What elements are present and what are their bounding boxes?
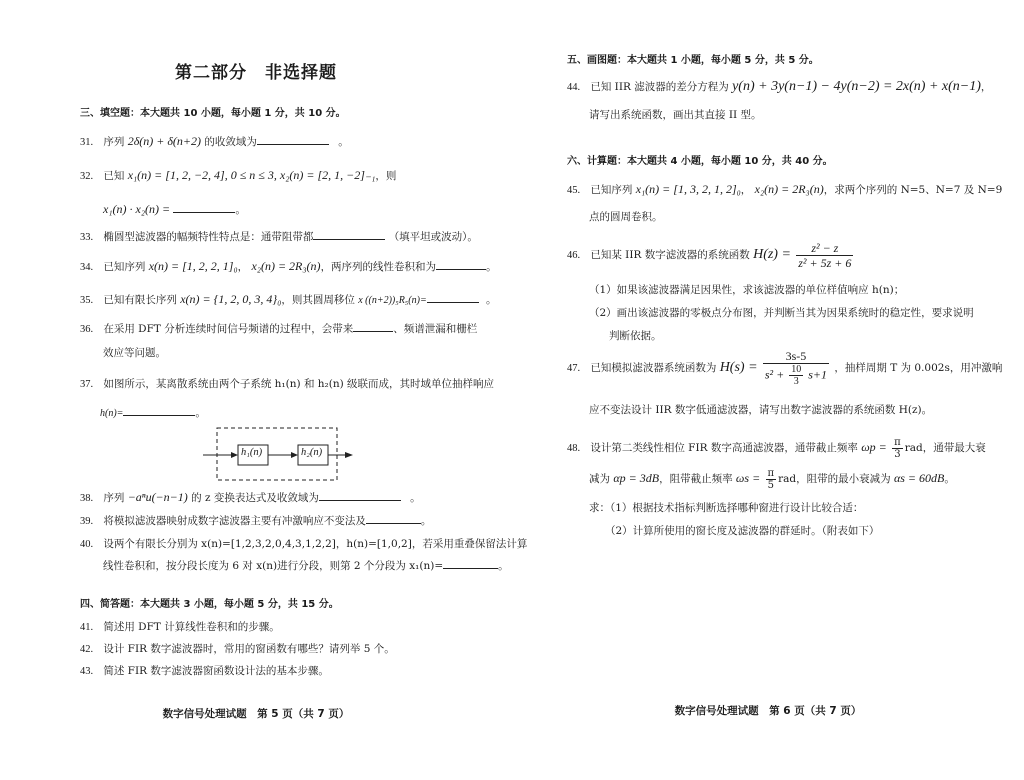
unit-label: rad	[904, 442, 923, 454]
question-number: 34.	[80, 262, 94, 273]
question-45	[567, 182, 1002, 198]
punctuation: 。	[338, 136, 349, 148]
math-expression: y(n) + 3y(n−1) − 4y(n−2) = 2x(n) + x(n−1)	[732, 79, 981, 94]
omega-p-fraction	[892, 437, 903, 460]
math-expression: x₁(n) = [1, 3, 2, 1, 2]₀	[635, 182, 741, 196]
question-number: 42.	[80, 644, 94, 655]
transfer-function-fraction	[763, 349, 829, 387]
question-32	[80, 168, 396, 184]
question-text: 已知某 IIR 数字滤波器的系统函数	[590, 249, 750, 261]
fraction-denominator: z² + 5z + 6	[798, 255, 852, 270]
math-expression: s² +	[764, 367, 785, 382]
question-text: 的 z 变换表达式及收敛域为	[191, 492, 319, 504]
nested-fraction	[789, 364, 803, 387]
part-label: 第二部分	[175, 63, 247, 83]
answer-blank[interactable]	[443, 559, 498, 569]
section-6-heading: 六、计算题：本大题共 4 小题，每小题 10 分，共 40 分。	[567, 156, 833, 167]
page-footer: 数字信号处理试题 第 5 页（共 7 页）	[162, 708, 350, 720]
question-text: 减为	[589, 473, 610, 485]
fraction-denominator: 3	[894, 448, 901, 460]
section-4-heading: 四、简答题：本大题共 3 小题，每小题 5 分，共 15 分。	[80, 599, 339, 610]
question-38	[80, 490, 421, 506]
answer-blank[interactable]	[366, 514, 421, 524]
punctuation: ，	[740, 184, 752, 196]
question-34	[80, 259, 497, 275]
question-40-line2	[103, 559, 509, 573]
punctuation: 。	[420, 515, 432, 527]
question-number: 44.	[567, 82, 581, 93]
question-number: 46.	[567, 250, 581, 261]
question-text: 线性卷积和，按分段长度为 6 对 x(n)进行分段，则第 2 个分段为 x₁(n)=	[103, 560, 444, 572]
question-33	[80, 230, 478, 245]
fraction-denominator	[763, 364, 829, 387]
question-37	[80, 377, 494, 392]
answer-blank[interactable]	[436, 260, 486, 270]
question-text: 的收敛域为	[204, 136, 257, 148]
question-32-line2	[103, 202, 246, 217]
transfer-function-fraction	[796, 241, 853, 270]
question-48-part2: （2）计算所使用的窗长度及滤波器的群延时。（附表如下）	[605, 525, 880, 537]
answer-blank[interactable]	[313, 230, 385, 240]
section-5-heading: 五、画图题：本大题共 1 小题，每小题 5 分，共 5 分。	[567, 55, 819, 66]
question-text: 简述 FIR 数字滤波器窗函数设计法的基本步骤。	[103, 665, 329, 677]
punctuation: 。	[410, 492, 421, 504]
punctuation: 。	[944, 473, 955, 485]
question-number: 35.	[80, 295, 94, 306]
math-expression: x₁(n) · x₂(n) =	[103, 202, 171, 216]
math-expression: x(n) = [1, 2, 2, 1]₀	[148, 259, 238, 273]
math-expression: x₂(n) = 2R₃(n)	[754, 182, 824, 196]
math-expression: H(z) =	[753, 247, 791, 262]
question-number: 43.	[80, 666, 94, 677]
arrow-icon	[345, 452, 353, 458]
question-text: ，则其圆周移位	[281, 294, 355, 306]
answer-blank[interactable]	[353, 322, 393, 332]
question-text: ，则	[375, 170, 397, 182]
question-text: ，求两个序列的 N=5、N=7 及 N=9	[823, 184, 1003, 196]
arrow-icon	[291, 452, 298, 458]
question-44-line2: 请写出系统函数，画出其直接 II 型。	[589, 109, 762, 121]
question-number: 32.	[80, 171, 94, 182]
omega-s-fraction	[766, 468, 777, 491]
question-text: 设计 FIR 数字滤波器时，常用的窗函数有哪些？请列举 5 个。	[103, 643, 395, 655]
question-46-part2-line2: 判断依据。	[609, 330, 662, 342]
page-footer: 数字信号处理试题 第 6 页（共 7 页）	[674, 705, 862, 717]
question-number: 37.	[80, 379, 94, 390]
punctuation: ，	[980, 81, 992, 93]
math-expression: x₁(n) = [1, 2, −2, 4], 0 ≤ n ≤ 3, x₂(n) = [2, 1, −2]₋₁	[127, 168, 376, 182]
question-number: 38.	[80, 493, 94, 504]
fraction-denominator: 5	[767, 479, 774, 491]
answer-blank[interactable]	[257, 135, 329, 145]
question-text: 设计第二类线性相位 FIR 数字高通滤波器，通带截止频率	[590, 442, 858, 454]
question-number: 45.	[567, 185, 581, 196]
question-text: 已知有限长序列	[103, 294, 177, 306]
unit-label: rad	[778, 473, 797, 485]
question-48-part1: 求：（1）根据技术指标判断选择哪种窗进行设计比较合适：	[589, 502, 864, 514]
answer-blank[interactable]	[319, 491, 401, 501]
question-text: （填平坦或波动）。	[388, 231, 478, 243]
question-31	[80, 134, 349, 150]
math-expression: ωs =	[735, 471, 761, 485]
math-expression: h(n)=	[100, 408, 124, 419]
block-h1-label: h₁(n)	[241, 447, 263, 458]
part-title	[0, 58, 512, 83]
question-42	[80, 642, 395, 657]
question-text: 椭圆型滤波器的幅频特性特点是：通带阻带都	[103, 231, 314, 243]
question-number: 48.	[567, 443, 581, 454]
question-47-line2: 应不变法设计 IIR 数字低通滤波器，请写出数字滤波器的系统函数 H(z)。	[589, 404, 933, 416]
punctuation: 。	[235, 204, 246, 216]
exam-page-6	[512, 0, 1024, 780]
punctuation: ，	[237, 261, 249, 273]
question-37-line2	[100, 406, 206, 421]
fraction-numerator: 10	[791, 364, 802, 375]
punctuation: 。	[486, 294, 497, 306]
question-text: 已知序列	[103, 261, 146, 273]
question-text: 简述用 DFT 计算线性卷积和的步骤。	[103, 621, 280, 633]
math-expression: ωp =	[861, 440, 887, 454]
math-expression: −aⁿu(−n−1)	[127, 490, 188, 504]
question-47	[567, 348, 1002, 389]
fraction-numerator: z² − z	[796, 241, 853, 256]
arrow-icon	[231, 452, 238, 458]
fraction-numerator: π	[894, 436, 901, 448]
fraction-numerator: 3s-5	[763, 349, 829, 364]
question-number: 33.	[80, 232, 94, 243]
math-expression: s+1	[808, 367, 828, 382]
question-35	[80, 292, 497, 308]
question-41	[80, 620, 280, 635]
punctuation: 。	[498, 560, 509, 572]
question-46-part2: （2）画出该滤波器的零极点分布图，并判断当其为因果系统时的稳定性，要求说明	[589, 307, 974, 319]
fraction-denominator: 3	[793, 376, 799, 387]
math-expression: αp = 3dB	[613, 471, 660, 485]
question-text: 如图所示，某离散系统由两个子系统 h₁(n) 和 h₂(n) 级联而成，其时域单位抽样响应	[103, 378, 495, 390]
cascade-system-diagram	[203, 424, 353, 484]
question-48-line2	[589, 463, 955, 494]
question-39	[80, 514, 431, 529]
question-48	[567, 432, 986, 464]
question-number: 41.	[80, 622, 94, 633]
math-expression: x ((n+2))₅R₅(n)=	[358, 295, 427, 306]
answer-blank[interactable]	[427, 293, 479, 303]
question-text: 已知模拟滤波器系统函数为	[590, 362, 717, 374]
question-text: ，阻带的最小衰减为	[796, 473, 891, 485]
punctuation: 。	[486, 261, 497, 273]
question-45-line2: 点的圆周卷积。	[589, 211, 663, 223]
question-36	[80, 322, 477, 337]
math-expression: 2δ(n) + δ(n+2)	[127, 134, 202, 148]
question-number: 47.	[567, 363, 581, 374]
question-number: 39.	[80, 516, 94, 527]
answer-blank[interactable]	[173, 203, 235, 213]
punctuation: 。	[195, 407, 206, 419]
question-43	[80, 664, 329, 679]
question-text: ，阻带截止频率	[659, 473, 733, 485]
block-h2-label: h₂(n)	[301, 447, 323, 458]
section-3-heading: 三、填空题：本大题共 10 小题，每小题 1 分，共 10 分。	[80, 108, 346, 119]
question-number: 31.	[80, 137, 94, 148]
question-text: 已知序列	[590, 184, 633, 196]
question-text: 设两个有限长分别为 x(n)=[1,2,3,2,0,4,3,1,2,2]，h(n)=[1,0,2]，若采用重叠保留法计算	[103, 538, 528, 550]
question-46	[567, 240, 855, 271]
question-46-part1: （1）如果该滤波器满足因果性，求该滤波器的单位样值响应 h(n)；	[589, 284, 905, 296]
question-36-line2: 效应等问题。	[103, 347, 166, 359]
math-expression: x(n) = {1, 2, 0, 3, 4}₀	[180, 292, 282, 306]
math-expression: H(s) =	[719, 360, 758, 375]
part-name: 非选择题	[265, 63, 337, 83]
question-text: ，抽样周期 T 为 0.002s，用冲激响	[834, 362, 1003, 374]
question-text: 将模拟滤波器映射成数字滤波器主要有冲激响应不变法及	[103, 515, 366, 527]
question-text: 在采用 DFT 分析连续时间信号频谱的过程中，会带来	[103, 323, 354, 335]
question-44	[567, 80, 991, 95]
cascade-diagram-svg	[203, 424, 353, 484]
answer-blank[interactable]	[123, 406, 195, 416]
question-text: 已知	[103, 170, 125, 182]
math-expression: αs = 60dB	[893, 471, 945, 485]
question-number: 36.	[80, 324, 94, 335]
question-text: 、频谱泄漏和栅栏	[393, 323, 478, 335]
question-text: ，通带最大衰	[922, 442, 986, 454]
question-text: 序列	[103, 136, 125, 148]
question-text: 序列	[103, 492, 125, 504]
question-text: 已知 IIR 滤波器的差分方程为	[590, 81, 729, 93]
question-40	[80, 537, 527, 552]
question-text: ，两序列的线性卷积和为	[320, 261, 437, 273]
math-expression: x₂(n) = 2R₃(n)	[251, 259, 321, 273]
fraction-numerator: π	[767, 467, 775, 479]
question-number: 40.	[80, 539, 94, 550]
